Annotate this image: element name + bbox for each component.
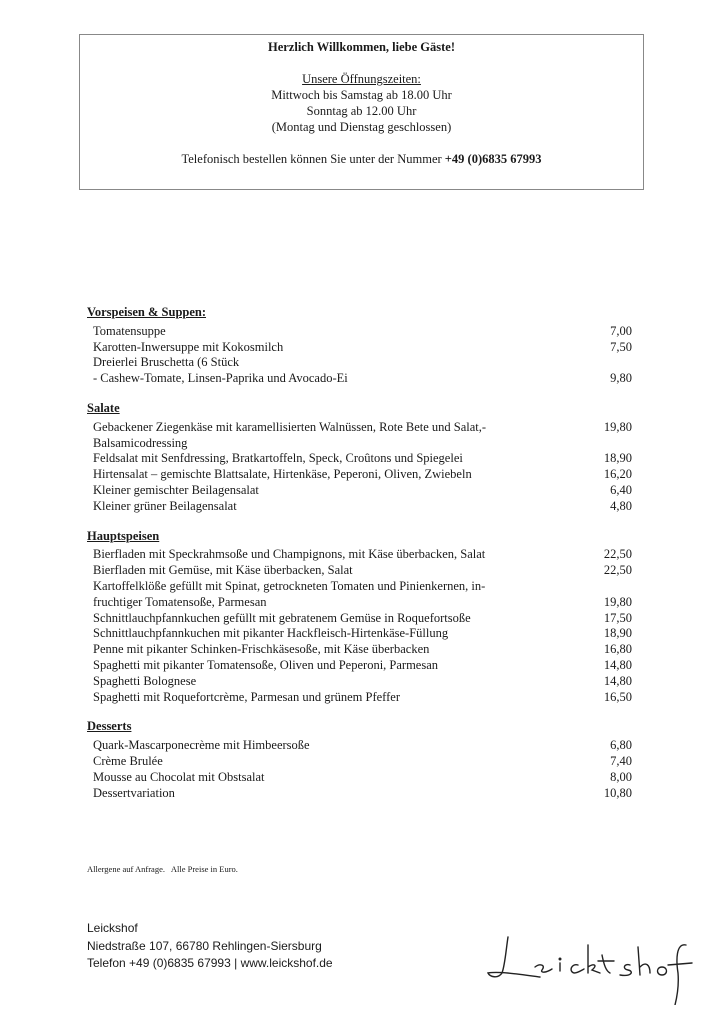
item-name: Dreierlei Bruschetta (6 Stück [93, 355, 240, 370]
item-name: Spaghetti mit pikanter Tomatensoße, Oliven und Peperoni, Parmesan [93, 657, 439, 672]
menu-item [87, 595, 632, 611]
item-name: Kartoffelklöße gefüllt mit Spinat, getrockneten Tomaten und Pinienkernen, in- [93, 578, 486, 593]
section-title: Vorspeisen & Suppen: [87, 305, 207, 319]
item-price: 6,40 [610, 482, 632, 497]
menu-section [87, 401, 632, 515]
menu-section [87, 719, 632, 801]
menu-item [87, 770, 632, 786]
item-name: Spaghetti Bolognese [93, 673, 197, 688]
item-name: Bierfladen mit Gemüse, mit Käse überbacken, Salat [93, 563, 353, 578]
menu-item [87, 642, 632, 658]
menu-item [87, 420, 632, 436]
menu-item [87, 563, 632, 579]
item-name: Kleiner gemischter Beilagensalat [93, 482, 259, 497]
item-name: Hirtensalat – gemischte Blattsalate, Hirtenkäse, Peperoni, Oliven, Zwiebeln [93, 467, 472, 482]
menu-item [87, 690, 632, 706]
item-price: 14,80 [603, 673, 632, 688]
hours-heading: Unsere Öffnungszeiten: [302, 72, 421, 86]
item-name: - Cashew-Tomate, Linsen-Paprika und Avocado-Ei [93, 371, 348, 386]
item-price: 19,80 [603, 594, 632, 609]
signature-logo [480, 915, 695, 1005]
phone-number: +49 (0)6835 67993 [444, 152, 542, 166]
item-name: Gebackener Ziegenkäse mit karamellisierten Walnüssen, Rote Bete und Salat,- [93, 419, 487, 434]
menu-item [87, 738, 632, 754]
item-price: 22,50 [603, 563, 632, 578]
item-name: Kleiner grüner Beilagensalat [93, 498, 237, 513]
menu [87, 305, 632, 815]
item-price: 14,80 [603, 657, 632, 672]
hours-line: (Montag und Dienstag geschlossen) [271, 120, 452, 134]
welcome-box [79, 34, 644, 190]
item-price: 8,00 [610, 769, 632, 784]
allergen-note: Allergene auf Anfrage. Alle Preise in Euro. [87, 864, 238, 874]
welcome-title: Herzlich Willkommen, liebe Gäste! [267, 40, 455, 54]
item-price: 18,90 [603, 451, 632, 466]
item-price: 10,80 [603, 785, 632, 800]
item-price: 9,80 [610, 371, 632, 386]
menu-item [87, 483, 632, 499]
item-price: 16,80 [603, 642, 632, 657]
phone-line [80, 151, 643, 167]
footer-name: Leickshof [87, 921, 138, 935]
footer-address: Niedstraße 107, 66780 Rehlingen-Siersburg [87, 938, 322, 953]
item-name: Dessertvariation [93, 785, 175, 800]
item-price: 16,20 [603, 467, 632, 482]
phone-text: Telefonisch bestellen können Sie unter der Nummer [181, 152, 442, 166]
item-name: Bierfladen mit Speckrahmsoße und Champignons, mit Käse überbacken, Salat [93, 547, 486, 562]
item-name: Quark-Mascarponecrème mit Himbeersoße [93, 738, 310, 753]
item-price: 19,80 [603, 419, 632, 434]
hours-line: Sonntag ab 12.00 Uhr [306, 104, 417, 118]
item-price: 4,80 [610, 498, 632, 513]
item-name: Tomatensuppe [93, 323, 166, 338]
menu-item [87, 786, 632, 802]
menu-section [87, 529, 632, 706]
menu-item [87, 547, 632, 563]
section-title: Desserts [87, 719, 132, 734]
item-name: Penne mit pikanter Schinken-Frischkäsesoße, mit Käse überbacken [93, 642, 430, 657]
menu-item [87, 340, 632, 356]
menu-item [87, 579, 632, 595]
item-name: Schnittlauchpfannkuchen gefüllt mit gebratenem Gemüse in Roquefortsoße [93, 610, 471, 625]
item-name: Mousse au Chocolat mit Obstsalat [93, 769, 265, 784]
item-price: 17,50 [603, 610, 632, 625]
menu-item [87, 371, 632, 387]
menu-section [87, 305, 632, 387]
item-price: 18,90 [603, 626, 632, 641]
menu-item [87, 467, 632, 483]
menu-item [87, 658, 632, 674]
footer-contact: Telefon +49 (0)6835 67993 | www.leickshof.de [87, 956, 333, 970]
section-title: Hauptspeisen [87, 528, 160, 543]
hours-line: Mittwoch bis Samstag ab 18.00 Uhr [271, 88, 452, 102]
menu-item [87, 626, 632, 642]
menu-item [87, 355, 632, 371]
menu-item [87, 324, 632, 340]
menu-item [87, 451, 632, 467]
menu-item [87, 754, 632, 770]
item-name: Balsamicodressing [93, 435, 188, 450]
item-name: Karotten-Inwersuppe mit Kokosmilch [93, 339, 284, 354]
item-name: Spaghetti mit Roquefortcrème, Parmesan und grünem Pfeffer [93, 689, 400, 704]
item-price: 7,40 [610, 753, 632, 768]
menu-item [87, 436, 632, 452]
menu-item [87, 499, 632, 515]
item-price: 7,50 [610, 339, 632, 354]
item-price: 22,50 [603, 547, 632, 562]
menu-item [87, 674, 632, 690]
item-price: 7,00 [610, 323, 632, 338]
item-name: fruchtiger Tomatensoße, Parmesan [93, 594, 267, 609]
item-name: Schnittlauchpfannkuchen mit pikanter Hackfleisch-Hirtenkäse-Füllung [93, 626, 449, 641]
item-name: Feldsalat mit Senfdressing, Bratkartoffeln, Speck, Croûtons und Spiegelei [93, 451, 463, 466]
footer [87, 920, 333, 973]
item-price: 6,80 [610, 738, 632, 753]
section-title: Salate [87, 400, 120, 415]
item-name: Crème Brulée [93, 753, 163, 768]
item-price: 16,50 [603, 689, 632, 704]
menu-item [87, 611, 632, 627]
